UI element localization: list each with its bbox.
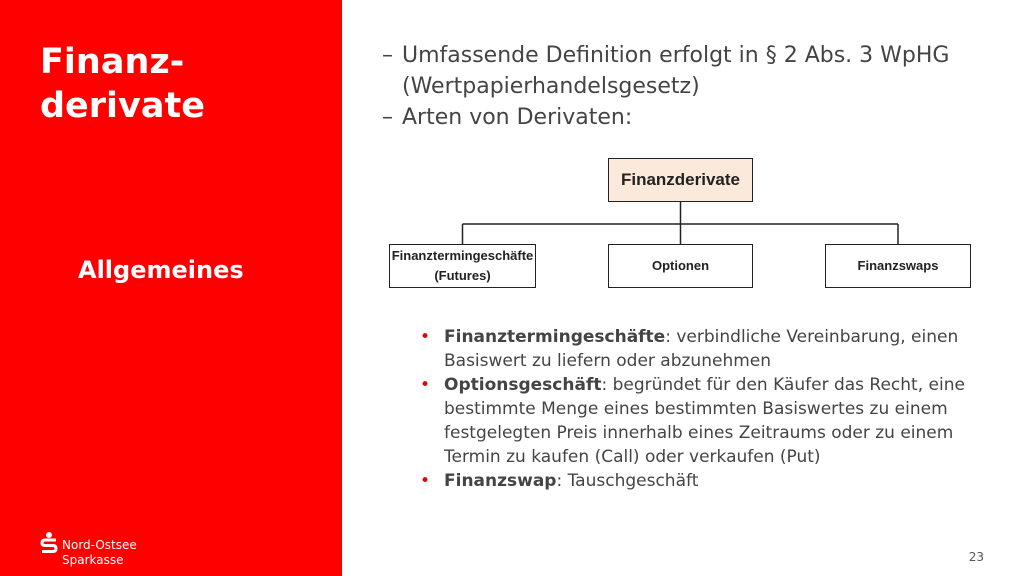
derivatives-tree-diagram [386,156,976,292]
node-futures-line-1: Finanztermingeschäfte [391,248,534,263]
logo-text [62,538,137,568]
section-subtitle: Allgemeines [78,256,244,284]
definition-item-futures [418,325,1008,373]
definition-term: Finanztermingeschäfte [444,327,666,347]
logo-line-2: Sparkasse [62,553,124,567]
definition-text: : begründet für den Käufer das Recht, eine bestimmte Menge eines bestimmten Basiswertes zu einem festgelegten Preis innerhalb eines Zeitraums oder zu einem Termin zu kaufen (Call) oder verkaufen (Put) [444,375,965,467]
slide-title [40,40,205,128]
logo-line-1: Nord-Ostsee [62,538,137,552]
title-line-2: derivate [40,86,205,126]
node-finanzswaps: Finanzswaps [825,244,971,288]
title-line-1: Finanz- [40,42,185,82]
definitions-list [418,325,1008,493]
node-finanztermingeschaefte [389,244,536,288]
bullet-definition: – Umfassende Definition erfolgt in § 2 Abs. 3 WpHG (Wertpapierhandelsgesetz) [382,40,1002,102]
node-futures-line-2: (Futures) [434,268,491,283]
red-sidebar [0,0,342,576]
definition-term: Optionsgeschäft [444,375,602,395]
definition-text: : Tauschgeschäft [556,471,699,491]
bullet-types: – Arten von Derivaten: [382,102,1002,133]
page-number: 23 [968,550,984,564]
sparkasse-s-icon [40,532,58,554]
definition-item-options [418,373,1008,469]
definition-item-swaps [418,469,1008,493]
node-optionen: Optionen [608,244,753,288]
main-bullet-list [382,40,1002,133]
definition-text: : verbindliche Vereinbarung, einen Basiswert zu liefern oder abzunehmen [444,327,959,371]
definition-term: Finanzswap [444,471,557,491]
node-finanzderivate: Finanzderivate [608,158,753,202]
